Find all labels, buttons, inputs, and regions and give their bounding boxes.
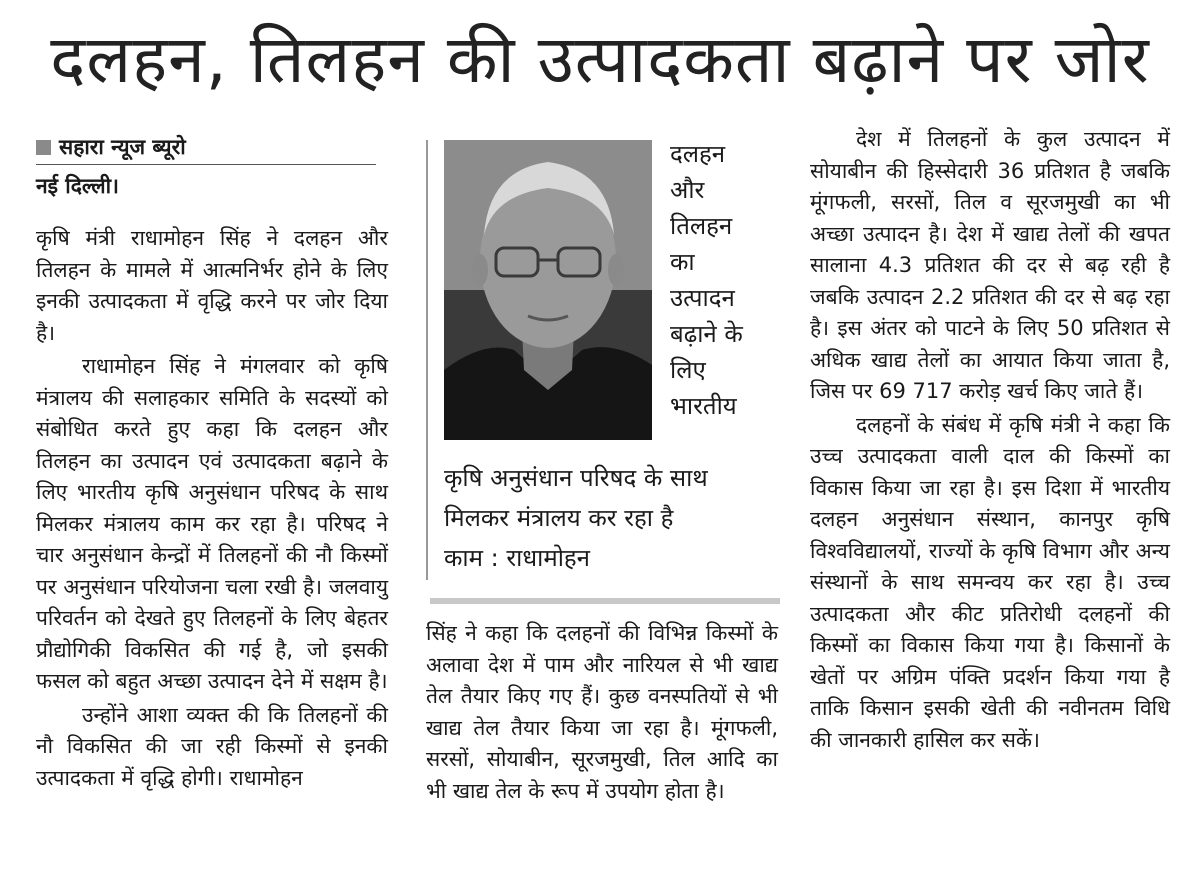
paragraph: दलहनों के संबंध में कृषि मंत्री ने कहा कि उच्च उत्पादकता वाली दाल की किस्मों का विकास किया जा रहा है। इस दिशा में भारतीय दलहन अनुसंधान संस्थान, कानपुर कृषि विश्वविद्यालयों, राज्यों के कृषि विभाग और अन्य संस्थानों के साथ समन्वय कर रहा है। उच्च उत्पादकता और कीट प्रतिरोधी दलहनों की किस्मों का विकास किया गया है। किसानों के खेतों पर अग्रिम पंक्ति प्रदर्शन किया गया है ताकि किसान इसकी खेती की नवीनतम विधि की जानकारी हासिल कर सकें। (810, 412, 1170, 752)
pull-quote-line: कृषि अनुसंधान परिषद के साथ (444, 464, 708, 492)
pull-quote-line: तिलहन (670, 212, 733, 240)
headline: दलहन, तिलहन की उत्पादकता बढ़ाने पर जोर (50, 21, 1150, 98)
pull-quote-line: और (670, 176, 705, 204)
pull-quote-line: लिए (670, 356, 706, 384)
dateline: नई दिल्ली। (36, 174, 119, 198)
paragraph: देश में तिलहनों के कुल उत्पादन में सोयाबीन की हिस्सेदारी 36 प्रतिशत है जबकि मूंगफली, सरसों, तिल व सूरजमुखी का भी अच्छा उत्पादन है। देश में खाद्य तेलों की खपत सालाना 4.3 प्रतिशत की दर से बढ़ रही है जबकि उत्पादन 2.2 प्रतिशत की दर से बढ़ रहा है। इस अंतर को पाटने के लिए 50 प्रतिशत से अधिक खाद्य तेलों का आयात किया जाता है, जिस पर 69 717 करोड़ खर्च किए जाते हैं। (810, 127, 1170, 403)
paragraph: सिंह ने कहा कि दलहनों की विभिन्न किस्मों के अलावा देश में पाम और नारियल से भी खाद्य तेल तैयार किए गए हैं। कुछ वनस्पतियों से भी खाद्य तेल तैयार किया जा रहा है। मूंगफली, सरसों, सोयाबीन, सूरजमुखी, तिल आदि का भी खाद्य तेल के रूप में उपयोग होता है। (426, 621, 778, 803)
portrait-photo (444, 140, 652, 440)
paragraph: उन्होंने आशा व्यक्त की कि तिलहनों की नौ विकसित की जा रही किस्मों से इनकी उत्पादकता में वृद्धि होगी। राधामोहन (36, 702, 388, 790)
section-divider (430, 598, 780, 604)
pull-quote-side (670, 136, 780, 424)
pull-quote-line: भारतीय (670, 392, 737, 420)
pull-quote-line: दलहन (670, 140, 726, 168)
pull-quote-line: काम : राधामोहन (444, 544, 590, 572)
column-2 (426, 618, 778, 807)
paragraph: राधामोहन सिंह ने मंगलवार को कृषि मंत्रालय की सलाहकार समिति के सदस्यों को संबोधित करते हुए कहा कि दलहन और तिलहन का उत्पादन एवं उत्पादकता बढ़ाने के लिए भारतीय कृषि अनुसंधान परिषद के साथ मिलकर मंत्रालय काम कर रहा है। परिषद ने चार अनुसंधान केन्द्रों में तिलहनों की नौ किस्मों पर अनुसंधान परियोजना चला रखी है। जलवायु परिवर्तन को देखते हुए तिलहनों के लिए बेहतर प्रौद्योगिकी विकसित की गई है, जो इसकी फसल को बहुत अच्छा उत्पादन देने में सक्षम है। (36, 354, 388, 693)
pull-quote-bottom (444, 458, 774, 578)
column-3 (810, 124, 1170, 756)
byline-text: सहारा न्यूज ब्यूरो (59, 135, 186, 159)
byline-square-icon (36, 140, 51, 155)
column-1 (36, 132, 388, 794)
pull-quote-line: उत्पादन (670, 284, 735, 312)
byline (36, 132, 388, 162)
paragraph: कृषि मंत्री राधामोहन सिंह ने दलहन और तिलहन के मामले में आत्मनिर्भर होने के लिए इनकी उत्पादकता में वृद्धि करने पर जोर दिया है। (36, 226, 388, 345)
byline-rule (36, 164, 376, 165)
column-rule (426, 140, 428, 580)
pull-quote-line: का (670, 248, 695, 276)
pull-quote-line: मिलकर मंत्रालय कर रहा है (444, 504, 674, 532)
pull-quote-line: बढ़ाने के (670, 320, 743, 348)
